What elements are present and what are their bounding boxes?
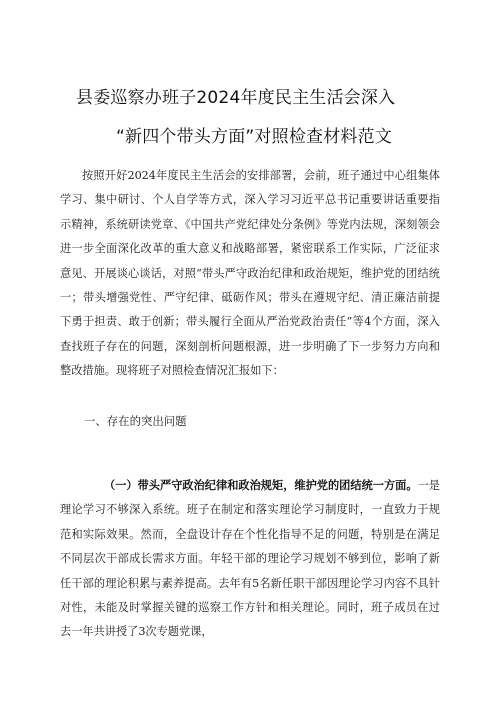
section-heading: 一、存在的突出问题 xyxy=(84,414,187,428)
document-title-line-2: “新四个带头方面”对照检查材料范文 xyxy=(116,127,393,147)
subsection-body: 一是理论学习不够深入系统。班子在制定和落实理论学习制度时，一直致力于规范和实际效果。然而，全盘设计存在个性化指导不足的问题，特别是在满足不同层次干部成长需求方面。年轻干部的理论学习规划不够到位，影响了新任干部的理论积累与素养提高。去年有5名新任职干部因理论学习内容不具针对性，未能及时掌握关键的巡察工作方针和相关理论。同时，班子成员在过去一年共讲授了3次专题党课， xyxy=(60,479,440,639)
subsection-paragraph xyxy=(60,474,440,645)
intro-paragraph: 按照开好2024年度民主生活会的安排部署，会前，班子通过中心组集体学习、集中研讨、个人自学等方式，深入学习习近平总书记重要讲话重要指示精神，系统研读党章、《中国共产党纪律处分条例》等党内法规，深刻领会进一步全面深化改革的重大意义和战略部署，紧密联系工作实际，广泛征求意见、开展谈心谈话，对照“带头严守政治纪律和政治规矩，维护党的团结统一；带头增强党性、严守纪律、砥砺作风；带头在遵规守纪、清正廉洁前提下勇于担责、敢于创新；带头履行全面从严治党政治责任”等4个方面，深入查找班子存在的问题，深刻剖析问题根源，进一步明确了下一步努力方向和整改措施。现将班子对照检查情况汇报如下： xyxy=(60,169,440,378)
subsection-lead: （一）带头严守政治纪律和政治规矩，维护党的团结统一方面。 xyxy=(104,479,418,492)
document-title-line-1: 县委巡察办班子2024年度民主生活会深入 xyxy=(76,88,396,108)
